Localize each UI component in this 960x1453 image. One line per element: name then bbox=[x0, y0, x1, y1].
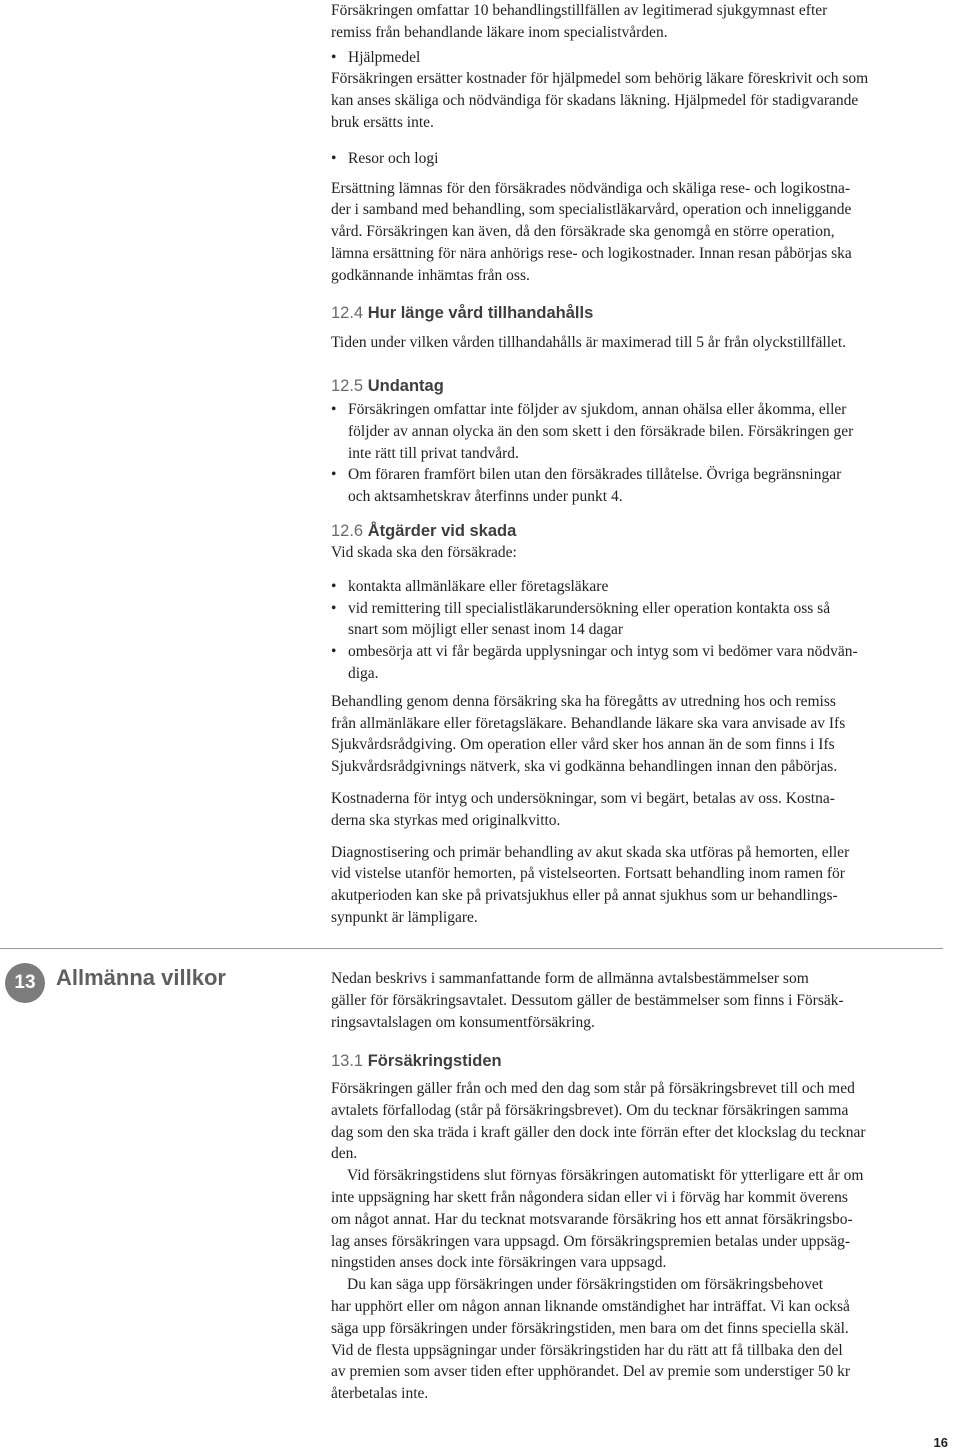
section-12-4 bbox=[331, 302, 943, 354]
block-treatment bbox=[331, 0, 943, 287]
heading-12-5: 12.5 Undantag bbox=[331, 377, 444, 395]
section-13-1 bbox=[331, 1050, 943, 1405]
paragraph-hjalpmedel: Försäkringen ersätter kostnader för hjälpmedel som behörig läkare föreskrivit och som kan anses skäliga och nödvändiga för skadans läkning. Hjälpmedel för stadigvarande bruk ersätts inte. bbox=[331, 70, 869, 131]
paragraph-12-6-c: Diagnostisering och primär behandling av akut skada ska utföras på hemorten, eller vid vistelse utanför hemorten, på vistelseorten. Fortsatt behandling inom ramen för akutperioden kan ske på privatsjukhus eller på annat sjukhus som ur behandlings- synpunkt är lämpligare. bbox=[331, 843, 850, 926]
paragraph-13-1-b: Vid försäkringstidens slut förnyas försäkringen automatiskt för ytterligare ett år om inte uppsägning har skett från någondera sidan eller vi i förväg har kommit överens om något annat. Har du tecknat motsvarande försäkring hos ett annat försäkringsbo- lag anses försäkringen vara uppsagd. Om försäkringspremien betalas under uppsäg- ningstiden anses dock inte försäkringen vara uppsagd. bbox=[331, 1167, 864, 1272]
list-item: • ombesörja att vi får begärda upplysningar och intyg som vi bedömer vara nödvän- diga. bbox=[331, 641, 943, 685]
heading-13-1: 13.1 Försäkringstiden bbox=[331, 1052, 502, 1070]
paragraph-12-6-intro: Vid skada ska den försäkrade: bbox=[331, 544, 517, 561]
list-item: • vid remittering till specialistläkarundersökning eller operation kontakta oss så snart som möjligt eller senast inom 14 dagar bbox=[331, 598, 943, 642]
bullet-resor: • Resor och logi bbox=[331, 148, 943, 170]
page-number: 16 bbox=[933, 1435, 948, 1450]
bullet-hjalpmedel: • Hjälpmedel bbox=[331, 47, 943, 69]
section-divider bbox=[0, 948, 943, 949]
paragraph-12-6-a: Behandling genom denna försäkring ska ha föregåtts av utredning hos och remiss från allmänläkare eller företagsläkare. Behandlande läkare ska vara anvisade av Ifs Sjukvårdsrådgiving. Om operation eller vård sker hos annan än de som finns i Ifs Sjukvårdsrådgivnings nätverk, ska vi godkänna behandlingen innan den påbörjas. bbox=[331, 692, 846, 776]
section-12-6 bbox=[331, 520, 943, 929]
paragraph-13-1-c: Du kan säga upp försäkringen under försäkringstiden om försäkringsbehovet har upphört eller om någon annan liknande omständighet har inträffat. Vi kan också säga upp försäkringen under försäkringstiden, men bara om det finns speciella skäl. Vid de flesta uppsägningar under försäkringstiden har du rätt att få tillbaka den del av premien som avser tiden efter upphörandet. Del av premie som understiger 50 kr återbetalas inte. bbox=[331, 1276, 851, 1403]
list-item: • Om föraren framfört bilen utan den försäkrades tillåtelse. Övriga begränsningar och aktsamhetskrav återfinns under punkt 4. bbox=[331, 464, 943, 508]
section-number-badge: 13 bbox=[5, 963, 45, 1003]
paragraph-13-1-a: Försäkringen gäller från och med den dag som står på försäkringsbrevet till och med avtalets förfallodag (står på försäkringsbrevet). Om du tecknar försäkringen samma dag som den ska träda i kraft gäller den dock inte förrän efter det klockslag du tecknar den. bbox=[331, 1080, 866, 1163]
paragraph-physio: Försäkringen omfattar 10 behandlingstillfällen av legitimerad sjukgymnast efter remiss från behandlande läkare inom specialistvården. bbox=[331, 2, 828, 41]
section-title: Allmänna villkor bbox=[56, 965, 226, 990]
section-12-5 bbox=[331, 375, 943, 508]
heading-12-6: 12.6 Åtgärder vid skada bbox=[331, 522, 517, 540]
section-13-intro bbox=[331, 968, 943, 1033]
paragraph-12-4: Tiden under vilken vården tillhandahålls är maximerad till 5 år från olyckstillfället. bbox=[331, 334, 847, 351]
paragraph-12-6-b: Kostnaderna för intyg och undersökningar, som vi begärt, betalas av oss. Kostna- derna ska styrkas med originalkvitto. bbox=[331, 789, 835, 829]
paragraph-resor: Ersättning lämnas för den försäkrades nödvändiga och skäliga rese- och logikostna- der i samband med behandling, som specialistläkarvård, operation och inneliggande vård. Försäkringen kan även, då den försäkrade ska genomgå en större operation, lämna ersättning för nära anhörigs rese- och logikostnader. Innan resan påbörjas ska godkännande inhämtas från oss. bbox=[331, 179, 852, 284]
heading-12-4: 12.4 Hur länge vård tillhandahålls bbox=[331, 304, 594, 322]
paragraph-13-intro: Nedan beskrivs i sammanfattande form de allmänna avtalsbestämmelser som gäller för försäkringsavtalet. Dessutom gäller de bestämmelser som finns i Försäk- ringsavtalslagen om konsumentförsäkring. bbox=[331, 970, 844, 1031]
list-item: • kontakta allmänläkare eller företagsläkare bbox=[331, 576, 943, 598]
list-item: • Försäkringen omfattar inte följder av sjukdom, annan ohälsa eller åkomma, eller följder av annan olycka än den som skett i den försäkrade bilen. Försäkringen ger inte rätt till privat tandvård. bbox=[331, 399, 943, 464]
